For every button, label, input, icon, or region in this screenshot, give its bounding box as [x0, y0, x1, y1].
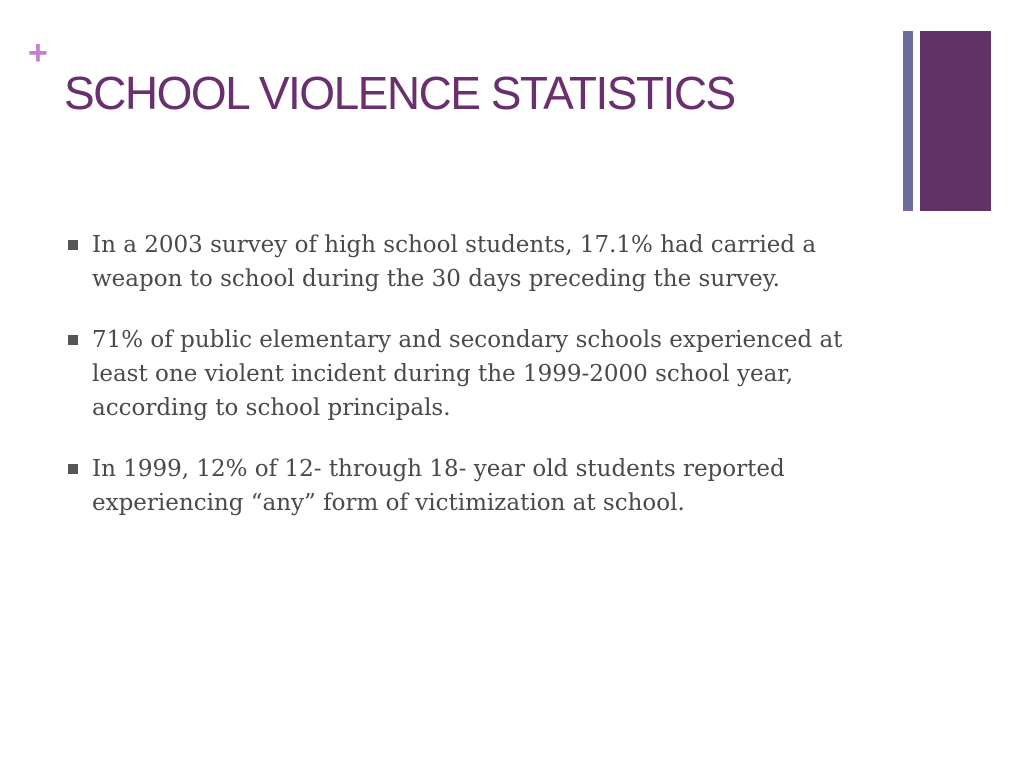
plus-icon: +: [28, 34, 48, 72]
bullet-text: In 1999, 12% of 12- through 18- year old students reported experiencing “any” form of victimization at school.: [92, 456, 785, 516]
square-bullet-icon: [68, 335, 78, 345]
bullet-list: [68, 228, 898, 547]
bullet-item: [68, 323, 898, 425]
square-bullet-icon: [68, 464, 78, 474]
decorative-bar-wide: [920, 31, 991, 211]
decorative-bar-thin: [903, 31, 913, 211]
bullet-item: [68, 452, 898, 520]
bullet-item: [68, 228, 898, 296]
slide-title: SCHOOL VIOLENCE STATISTICS: [64, 67, 735, 119]
bullet-text: In a 2003 survey of high school students, 17.1% had carried a weapon to school during the 30 days preceding the survey.: [92, 232, 817, 292]
bullet-text: 71% of public elementary and secondary schools experienced at least one violent incident during the 1999-2000 school year, according to school principals.: [92, 327, 843, 421]
square-bullet-icon: [68, 240, 78, 250]
